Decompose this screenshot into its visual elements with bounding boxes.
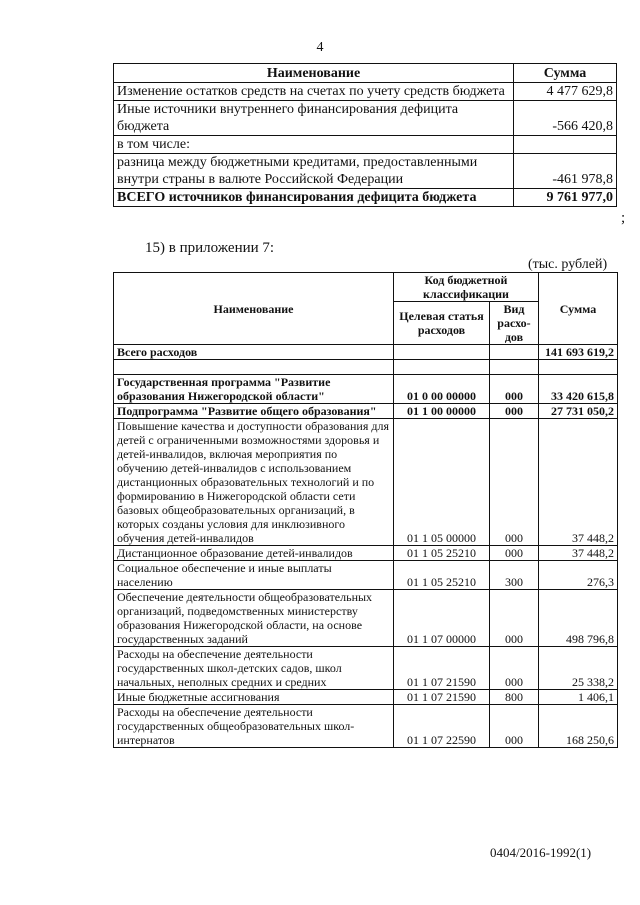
row-expense-kind: 800 [490, 690, 539, 705]
row-sum: 1 406,1 [539, 690, 618, 705]
financing-sources-table [113, 63, 617, 207]
row-target-code: 01 1 07 21590 [394, 690, 490, 705]
table-row [114, 647, 618, 690]
row-name: Государственная программа "Развитие образования Нижегородской области" [114, 375, 394, 404]
column-header-target: Целевая статья расходов [394, 302, 490, 345]
total-row [114, 189, 617, 207]
trailing-semicolon: ; [621, 210, 626, 226]
spacer-row [114, 360, 618, 375]
row-expense-kind: 000 [490, 647, 539, 690]
row-name: Расходы на обеспечение деятельности государственных школ-детских садов, школ начальных, неполных средних и средних [114, 647, 394, 690]
table-row [114, 101, 617, 136]
table-row [114, 345, 618, 360]
row-name: Обеспечение деятельности общеобразовательных организаций, подведомственных министерству образования Нижегородской области, на основе государственных заданий [114, 590, 394, 647]
row-target-code: 01 1 05 00000 [394, 419, 490, 546]
row-expense-kind: 000 [490, 590, 539, 647]
column-header-name: Наименование [114, 273, 394, 345]
column-header-sum: Сумма [514, 64, 617, 83]
row-expense-kind: 300 [490, 561, 539, 590]
row-sum: 141 693 619,2 [539, 345, 618, 360]
item-15-heading: 15) в приложении 7: [145, 240, 275, 256]
row-target-code: 01 1 07 21590 [394, 647, 490, 690]
row-expense-kind [490, 345, 539, 360]
row-sum [539, 360, 618, 375]
row-target-code: 01 1 05 25210 [394, 561, 490, 590]
row-sum: -461 978,8 [514, 154, 617, 189]
row-sum: 33 420 615,8 [539, 375, 618, 404]
row-name: разница между бюджетными кредитами, предоставленными внутри страны в валюте Российской Федерации [114, 154, 514, 189]
table-row [114, 690, 618, 705]
row-name: Иные бюджетные ассигнования [114, 690, 394, 705]
row-target-code: 01 1 00 00000 [394, 404, 490, 419]
row-sum [514, 136, 617, 154]
expenditure-table [113, 272, 618, 748]
expenditure-table-body [114, 345, 618, 748]
row-expense-kind [490, 360, 539, 375]
row-expense-kind: 000 [490, 404, 539, 419]
row-sum: 168 250,6 [539, 705, 618, 748]
row-target-code [394, 360, 490, 375]
row-sum: 25 338,2 [539, 647, 618, 690]
row-target-code: 01 1 05 25210 [394, 546, 490, 561]
row-expense-kind: 000 [490, 705, 539, 748]
table-row [114, 590, 618, 647]
column-header-sum: Сумма [539, 273, 618, 345]
row-name: Всего расходов [114, 345, 394, 360]
row-expense-kind: 000 [490, 375, 539, 404]
table-row [114, 154, 617, 189]
table-row [114, 83, 617, 101]
row-name: Подпрограмма "Развитие общего образования" [114, 404, 394, 419]
table-header-row [114, 273, 618, 302]
row-sum: 498 796,8 [539, 590, 618, 647]
document-code: 0404/2016-1992(1) [490, 845, 592, 860]
table-row [114, 546, 618, 561]
row-name: Изменение остатков средств на счетах по учету средств бюджета [114, 83, 514, 101]
row-name: Социальное обеспечение и иные выплаты населению [114, 561, 394, 590]
row-target-code: 01 1 07 22590 [394, 705, 490, 748]
row-sum: 9 761 977,0 [514, 189, 617, 207]
row-sum: 27 731 050,2 [539, 404, 618, 419]
row-name: Расходы на обеспечение деятельности государственных общеобразовательных школ-интернатов [114, 705, 394, 748]
column-header-kind: Вид расхо-дов [490, 302, 539, 345]
table-row [114, 375, 618, 404]
column-header-code: Код бюджетной классификации [394, 273, 539, 302]
column-header-name: Наименование [114, 64, 514, 83]
row-sum: 276,3 [539, 561, 618, 590]
table-header-row [114, 64, 617, 83]
row-target-code: 01 1 07 00000 [394, 590, 490, 647]
row-sum: 37 448,2 [539, 419, 618, 546]
row-name: в том числе: [114, 136, 514, 154]
table-row [114, 561, 618, 590]
row-name: Иные источники внутреннего финансирования дефицита бюджета [114, 101, 514, 136]
row-name: ВСЕГО источников финансирования дефицита бюджета [114, 189, 514, 207]
page-number: 4 [316, 40, 324, 55]
row-sum: -566 420,8 [514, 101, 617, 136]
table-row [114, 136, 617, 154]
row-name: Дистанционное образование детей-инвалидов [114, 546, 394, 561]
table-row [114, 419, 618, 546]
row-sum: 4 477 629,8 [514, 83, 617, 101]
row-expense-kind: 000 [490, 419, 539, 546]
row-sum: 37 448,2 [539, 546, 618, 561]
row-target-code: 01 0 00 00000 [394, 375, 490, 404]
row-name [114, 360, 394, 375]
units-label: (тыс. рублей) [528, 257, 608, 272]
row-name: Повышение качества и доступности образования для детей с ограниченными возможностями здоровья и детей-инвалидов, включая мероприятия по обучению детей-инвалидов с использованием дистанционных образовательных технологий и по формированию в Нижегородской области сети базовых общеобразовательных организаций, в которых созданы условия для инклюзивного обучения детей-инвалидов [114, 419, 394, 546]
row-expense-kind: 000 [490, 546, 539, 561]
table-row [114, 404, 618, 419]
table-row [114, 705, 618, 748]
row-target-code [394, 345, 490, 360]
